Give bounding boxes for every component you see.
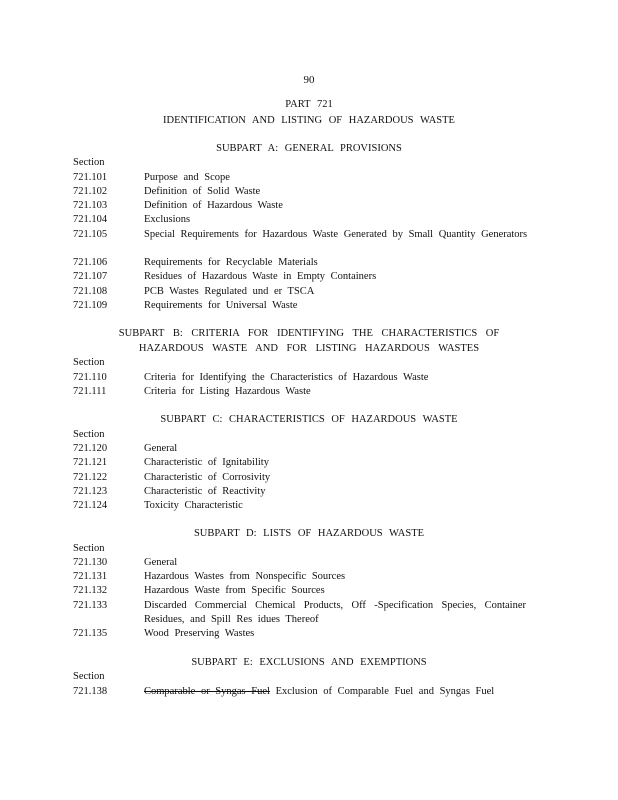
section-label: Section [73,157,105,168]
subpart-d-heading: SUBPART D: LISTS OF HAZARDOUS WASTE [193,528,425,539]
section-title: Toxicity Characteristic [144,500,243,511]
section-title: Hazardous Waste from Specific Sources [144,585,325,596]
section-number: 721.111 [73,386,107,397]
section-number: 721.138 [73,686,108,697]
subpart-c-heading: SUBPART C: CHARACTERISTICS OF HAZARDOUS WASTE [160,414,458,425]
section-title: Characteristic of Ignitability [144,457,269,468]
section-title: Hazardous Wastes from Nonspecific Sources [144,571,346,582]
page-number: 90 [303,74,315,86]
section-number: 721.131 [73,571,108,582]
part-title: PART 721 [285,99,333,110]
section-number: 721.121 [73,457,108,468]
inserted-section-title: Exclusion of Comparable Fuel and Syngas Fuel [275,686,495,697]
section-number: 721.106 [73,257,108,268]
section-number: 721.108 [73,286,108,297]
section-title: General [144,557,178,568]
section-title: Criteria for Identifying the Characteristics of Hazardous Waste [144,372,429,383]
section-number: 721.133 [73,600,108,611]
section-number: 721.105 [73,229,108,240]
section-label: Section [73,357,105,368]
section-number: 721.101 [73,172,108,183]
section-title: Requirements for Universal Waste [144,300,298,311]
section-number: 721.124 [73,500,108,511]
section-title: PCB Wastes Regulated und er TSCA [144,286,315,297]
section-title: Requirements for Recyclable Materials [144,257,318,268]
section-number: 721.120 [73,443,108,454]
section-title: Residues of Hazardous Waste in Empty Containers [144,271,377,282]
subpart-b-heading-line1: SUBPART B: CRITERIA FOR IDENTIFYING THE CHARACTERISTICS OF [118,328,500,339]
section-title: Definition of Solid Waste [144,186,261,197]
section-number: 721.130 [73,557,108,568]
section-title: General [144,443,178,454]
subpart-e-heading: SUBPART E: EXCLUSIONS AND EXEMPTIONS [191,657,427,668]
section-title: Exclusions [144,214,191,225]
section-number: 721.104 [73,214,108,225]
part-subtitle: IDENTIFICATION AND LISTING OF HAZARDOUS WASTE [163,115,455,126]
subpart-b-heading-line2: HAZARDOUS WASTE AND FOR LISTING HAZARDOUS WASTES [138,343,480,354]
section-title: Definition of Hazardous Waste [144,200,283,211]
section-number: 721.103 [73,200,108,211]
section-title: Wood Preserving Wastes [144,628,255,639]
section-number: 721.122 [73,472,108,483]
subpart-a-heading: SUBPART A: GENERAL PROVISIONS [216,143,402,154]
section-number: 721.110 [73,372,107,383]
section-title: Criteria for Listing Hazardous Waste [144,386,311,397]
section-label: Section [73,429,105,440]
section-title: Special Requirements for Hazardous Waste Generated by Small Quantity Generators [144,229,528,240]
section-number: 721.102 [73,186,108,197]
section-number: 721.132 [73,585,108,596]
section-number: 721.135 [73,628,108,639]
section-title: Characteristic of Reactivity [144,486,266,497]
section-title: Purpose and Scope [144,172,230,183]
section-number: 721.107 [73,271,108,282]
section-title [144,685,544,699]
section-title: Discarded Commercial Chemical Products, Off -Specification Species, Container Residues, and Spill Res idues Thereof [144,600,526,625]
section-label: Section [73,671,105,682]
section-label: Section [73,543,105,554]
section-number: 721.109 [73,300,108,311]
section-number: 721.123 [73,486,108,497]
deleted-section-title: Comparable or Syngas Fuel [144,686,270,697]
section-title: Characteristic of Corrosivity [144,472,271,483]
